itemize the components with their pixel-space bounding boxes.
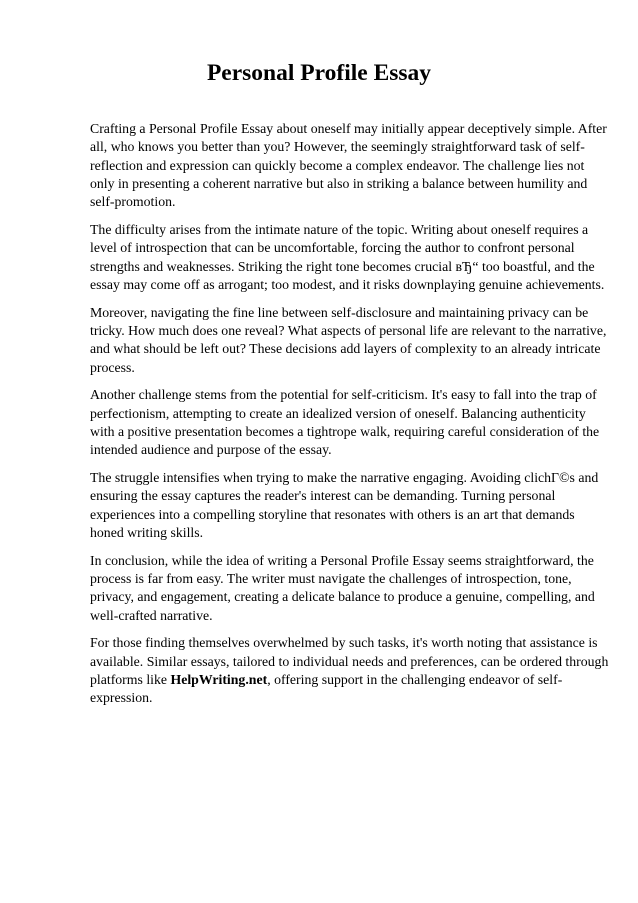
paragraph-6: In conclusion, while the idea of writing a Personal Profile Essay seems straightforward, the process is far from easy. The writer must navigate the challenges of introspection, tone, privacy, and engagement, creating a delicate balance to produce a genuine, compelling, and well-crafted narrative.: [90, 552, 595, 623]
paragraph-7: [90, 634, 610, 707]
helpwriting-link[interactable]: HelpWriting.net: [170, 672, 268, 688]
paragraph-7-text-before-link: For those finding themselves overwhelmed by such tasks, it's worth noting that assistance is available. Similar essays, tailored to individual needs and preferences, can be ordered through platforms like: [90, 635, 609, 688]
paragraph-5: The struggle intensifies when trying to make the narrative engaging. Avoiding clichГ©s and ensuring the essay captures the reader's interest can be demanding. Turning personal experiences into a compelling storyline that resonates with others is an art that demands honed writing skills.: [90, 470, 599, 540]
paragraph-7-text-after-link: , offering support in the challenging endeavor of self-expression.: [90, 672, 563, 706]
paragraph-3: Moreover, navigating the fine line between self-disclosure and maintaining privacy can be tricky. How much does one reveal? What aspects of personal life are relevant to the narrative, and what should be left out? These decisions add layers of complexity to an already intricate process.: [90, 304, 607, 375]
page-title: Personal Profile Essay: [206, 60, 432, 86]
paragraph-4: Another challenge stems from the potential for self-criticism. It's easy to fall into the trap of perfectionism, attempting to create an idealized version of oneself. Balancing authenticity with a positive presentation becomes a tightrope walk, requiring careful consideration of the intended audience and purpose of the essay.: [90, 387, 600, 458]
paragraph-1: Crafting a Personal Profile Essay about oneself may initially appear deceptively simple. After all, who knows you better than you? However, the seemingly straightforward task of self-reflection and expression can quickly become a complex endeavor. The challenge lies not only in presenting a coherent narrative but also in striking a balance between humility and self-promotion.: [90, 121, 607, 210]
essay-body: [90, 120, 610, 717]
paragraph-2: The difficulty arises from the intimate nature of the topic. Writing about oneself requires a level of introspection that can be uncomfortable, forcing the author to confront personal strengths and weaknesses. Striking the right tone becomes crucial вЂ“ too boastful, and the essay may come off as arrogant; too modest, and it risks downplaying genuine achievements.: [90, 221, 605, 292]
